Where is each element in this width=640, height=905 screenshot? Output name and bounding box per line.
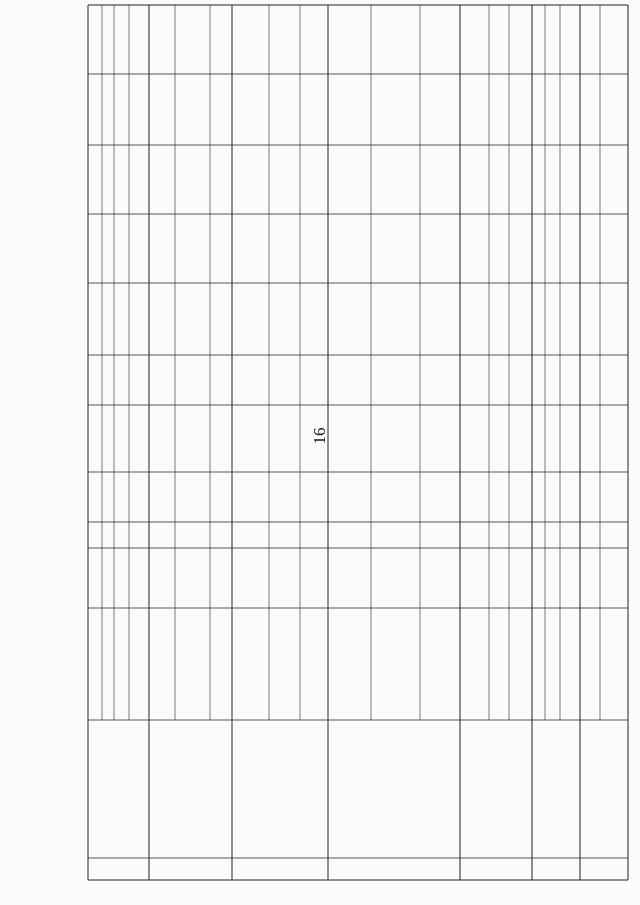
amount-cell: [532, 74, 545, 145]
row-number: [149, 858, 232, 880]
amount-cell: [545, 283, 560, 355]
budget-code-cell: [210, 472, 232, 522]
budget-code-cell: [175, 472, 210, 522]
budget-code-cell: [460, 548, 489, 608]
measure-title: [532, 720, 580, 858]
amount-cell: [269, 355, 300, 405]
table-cell: [114, 74, 129, 145]
funding-source-cell: [88, 608, 102, 720]
amount-cell: [460, 74, 489, 145]
funding-source-cell: [210, 608, 232, 720]
table-cell: [129, 74, 149, 145]
budget-code-cell: [600, 405, 628, 472]
amount-cell: [175, 145, 210, 214]
budget-code-cell: [232, 522, 269, 548]
funding-source-cell: [300, 608, 328, 720]
amount-cell: [420, 145, 460, 214]
budget-code-cell: [175, 548, 210, 608]
amount-cell: [509, 214, 532, 283]
table-cell: [114, 522, 129, 548]
amount-cell: [371, 145, 420, 214]
budget-code-cell: [328, 522, 371, 548]
amount-cell: [269, 214, 300, 283]
amount-cell: [149, 283, 175, 355]
budget-code-cell: [545, 472, 560, 522]
table-cell: [114, 355, 129, 405]
amount-cell: [371, 74, 420, 145]
amount-cell: [232, 145, 269, 214]
funding-source-cell: [580, 608, 600, 720]
table-cell: [102, 405, 114, 472]
budget-code-cell: [149, 522, 175, 548]
amount-cell: [600, 355, 628, 405]
amount-cell: [580, 145, 600, 214]
row-number: [460, 858, 532, 880]
budget-code-cell: [232, 405, 269, 472]
funding-source-cell: [232, 608, 269, 720]
amount-cell: [489, 145, 509, 214]
budget-code-cell: [509, 522, 532, 548]
amount-cell: [210, 74, 232, 145]
amount-cell: [460, 5, 489, 74]
table-cell: [88, 548, 102, 608]
amount-cell: [149, 214, 175, 283]
table-cell: [114, 145, 129, 214]
amount-cell: [232, 355, 269, 405]
budget-code-cell: [489, 522, 509, 548]
amount-cell: [532, 5, 545, 74]
amount-cell: [509, 5, 532, 74]
table-cell: [102, 5, 114, 74]
measure-title: [580, 720, 628, 858]
amount-cell: [420, 214, 460, 283]
amount-cell: [489, 74, 509, 145]
funding-source-cell: [102, 608, 114, 720]
amount-cell: [328, 145, 371, 214]
budget-code-cell: [210, 548, 232, 608]
amount-cell: [175, 214, 210, 283]
budget-code-cell: [600, 472, 628, 522]
amount-cell: [420, 283, 460, 355]
amount-cell: [600, 74, 628, 145]
row-number: [328, 858, 460, 880]
amount-cell: [210, 5, 232, 74]
amount-cell: [232, 214, 269, 283]
table-cell: [129, 522, 149, 548]
funding-source-cell: [269, 608, 300, 720]
amount-cell: [460, 145, 489, 214]
amount-cell: [460, 283, 489, 355]
table-cell: [129, 283, 149, 355]
amount-cell: [210, 355, 232, 405]
measure-title: [232, 720, 328, 858]
budget-code-cell: [532, 522, 545, 548]
funding-source-cell: [371, 608, 420, 720]
budget-code-cell: [580, 522, 600, 548]
budget-code-cell: [300, 548, 328, 608]
funding-source-cell: [129, 608, 149, 720]
budget-code-cell: [580, 472, 600, 522]
amount-cell: [175, 283, 210, 355]
budget-code-cell: [232, 472, 269, 522]
funding-source-cell: [545, 608, 560, 720]
amount-cell: [489, 5, 509, 74]
table-cell: [129, 405, 149, 472]
budget-code-cell: [269, 522, 300, 548]
amount-cell: [560, 355, 580, 405]
amount-cell: [232, 74, 269, 145]
budget-code-cell: [420, 405, 460, 472]
table-cell: [88, 522, 102, 548]
table-cell: [88, 355, 102, 405]
budget-code-cell: [420, 548, 460, 608]
amount-cell: [149, 355, 175, 405]
amount-cell: [560, 145, 580, 214]
amount-cell: [232, 283, 269, 355]
amount-cell: [210, 145, 232, 214]
funding-source-cell: [532, 608, 545, 720]
table-cell: [88, 283, 102, 355]
amount-cell: [489, 214, 509, 283]
table-cell: [88, 472, 102, 522]
table-cell: [102, 283, 114, 355]
amount-cell: [545, 145, 560, 214]
amount-cell: [460, 214, 489, 283]
budget-code-cell: [545, 405, 560, 472]
budget-code-cell: [460, 405, 489, 472]
amount-cell: [269, 74, 300, 145]
budget-code-cell: [509, 548, 532, 608]
budget-code-cell: [232, 548, 269, 608]
budget-code-cell: [210, 522, 232, 548]
row-number: [232, 858, 328, 880]
funding-source-cell: [328, 608, 371, 720]
amount-cell: [600, 5, 628, 74]
budget-code-cell: [371, 522, 420, 548]
budget-code-cell: [300, 405, 328, 472]
amount-cell: [210, 214, 232, 283]
table-cell: [88, 214, 102, 283]
table-cell: [102, 355, 114, 405]
amount-cell: [545, 74, 560, 145]
amount-cell: [175, 355, 210, 405]
budget-code-cell: [149, 548, 175, 608]
budget-code-cell: [460, 472, 489, 522]
amount-cell: [300, 74, 328, 145]
budget-code-cell: [175, 405, 210, 472]
table-cell: [102, 548, 114, 608]
funding-source-cell: [149, 608, 175, 720]
amount-cell: [600, 145, 628, 214]
table-cell: [114, 548, 129, 608]
amount-cell: [300, 214, 328, 283]
budget-code-cell: [509, 472, 532, 522]
amount-cell: [509, 283, 532, 355]
amount-cell: [371, 5, 420, 74]
amount-cell: [489, 355, 509, 405]
budget-code-cell: [580, 405, 600, 472]
amount-cell: [509, 355, 532, 405]
budget-code-cell: [489, 548, 509, 608]
budget-code-cell: [560, 472, 580, 522]
amount-cell: [420, 355, 460, 405]
budget-code-cell: [460, 522, 489, 548]
amount-cell: [328, 355, 371, 405]
budget-code-cell: [532, 405, 545, 472]
table-cell: [88, 405, 102, 472]
funding-source-cell: [175, 608, 210, 720]
amount-cell: [560, 5, 580, 74]
funding-source-cell: [509, 608, 532, 720]
amount-cell: [560, 74, 580, 145]
amount-cell: [532, 214, 545, 283]
table-cell: [129, 548, 149, 608]
amount-cell: [420, 74, 460, 145]
budget-code-cell: [532, 548, 545, 608]
budget-code-cell: [560, 522, 580, 548]
amount-cell: [545, 214, 560, 283]
amount-cell: [328, 214, 371, 283]
budget-code-cell: [371, 472, 420, 522]
amount-cell: [420, 5, 460, 74]
amount-cell: [269, 283, 300, 355]
funding-source-cell: [420, 608, 460, 720]
amount-cell: [149, 145, 175, 214]
amount-cell: [580, 74, 600, 145]
amount-cell: [545, 5, 560, 74]
row-number: [580, 858, 628, 880]
measure-title: [328, 720, 460, 858]
amount-cell: [149, 5, 175, 74]
amount-cell: [371, 355, 420, 405]
amount-cell: [580, 5, 600, 74]
amount-cell: [371, 283, 420, 355]
amount-cell: [580, 283, 600, 355]
table-cell: [88, 74, 102, 145]
budget-code-cell: [509, 405, 532, 472]
funding-source-cell: [114, 608, 129, 720]
amount-cell: [509, 145, 532, 214]
amount-cell: [328, 74, 371, 145]
budget-code-cell: [210, 405, 232, 472]
budget-code-cell: [328, 405, 371, 472]
measure-title: [460, 720, 532, 858]
budget-code-cell: [420, 522, 460, 548]
amount-cell: [489, 283, 509, 355]
table-cell: [102, 145, 114, 214]
budget-code-cell: [300, 472, 328, 522]
amount-cell: [560, 214, 580, 283]
table-cell: [129, 472, 149, 522]
amount-cell: [371, 214, 420, 283]
amount-cell: [509, 74, 532, 145]
budget-code-cell: [371, 548, 420, 608]
amount-cell: [545, 355, 560, 405]
amount-cell: [600, 214, 628, 283]
budget-code-cell: [580, 548, 600, 608]
amount-cell: [532, 355, 545, 405]
budget-code-cell: [269, 548, 300, 608]
table-cell: [102, 214, 114, 283]
budget-code-cell: [489, 405, 509, 472]
amount-cell: [300, 355, 328, 405]
amount-cell: [532, 145, 545, 214]
budget-code-cell: [269, 472, 300, 522]
amount-cell: [175, 74, 210, 145]
amount-cell: [300, 145, 328, 214]
amount-cell: [560, 283, 580, 355]
budget-code-cell: [371, 405, 420, 472]
table-cell: [114, 283, 129, 355]
page-number: 16: [310, 427, 329, 445]
budget-code-cell: [328, 548, 371, 608]
row-number: [532, 858, 580, 880]
amount-cell: [580, 355, 600, 405]
budget-code-cell: [149, 472, 175, 522]
measure-title: [149, 720, 232, 858]
amount-cell: [210, 283, 232, 355]
table-cell: [129, 355, 149, 405]
table-cell: [114, 214, 129, 283]
budget-code-cell: [420, 472, 460, 522]
amount-cell: [232, 5, 269, 74]
budget-code-cell: [600, 548, 628, 608]
table-cell: [114, 472, 129, 522]
budget-code-cell: [545, 548, 560, 608]
table-cell: [88, 5, 102, 74]
table-cell: [88, 145, 102, 214]
amount-cell: [532, 283, 545, 355]
amount-cell: [328, 283, 371, 355]
table-cell: [129, 145, 149, 214]
budget-code-cell: [489, 472, 509, 522]
amount-cell: [149, 74, 175, 145]
table-cell: [102, 472, 114, 522]
budget-code-cell: [328, 472, 371, 522]
table-cell: [102, 74, 114, 145]
table-cell: [114, 405, 129, 472]
table-cell: [114, 5, 129, 74]
amount-cell: [175, 5, 210, 74]
amount-cell: [580, 214, 600, 283]
amount-cell: [300, 5, 328, 74]
budget-code-cell: [560, 405, 580, 472]
budget-code-cell: [149, 405, 175, 472]
amount-cell: [269, 145, 300, 214]
budget-code-cell: [300, 522, 328, 548]
budget-code-cell: [532, 472, 545, 522]
table-cell: [129, 5, 149, 74]
table-cell: [102, 522, 114, 548]
amount-cell: [300, 283, 328, 355]
budget-code-cell: [175, 522, 210, 548]
budget-code-cell: [269, 405, 300, 472]
funding-source-cell: [560, 608, 580, 720]
budget-code-cell: [600, 522, 628, 548]
amount-cell: [600, 283, 628, 355]
funding-source-cell: [600, 608, 628, 720]
funding-source-cell: [489, 608, 509, 720]
budget-code-cell: [545, 522, 560, 548]
amount-cell: [269, 5, 300, 74]
funding-source-cell: [460, 608, 489, 720]
amount-cell: [328, 5, 371, 74]
budget-code-cell: [560, 548, 580, 608]
table-cell: [129, 214, 149, 283]
amount-cell: [460, 355, 489, 405]
